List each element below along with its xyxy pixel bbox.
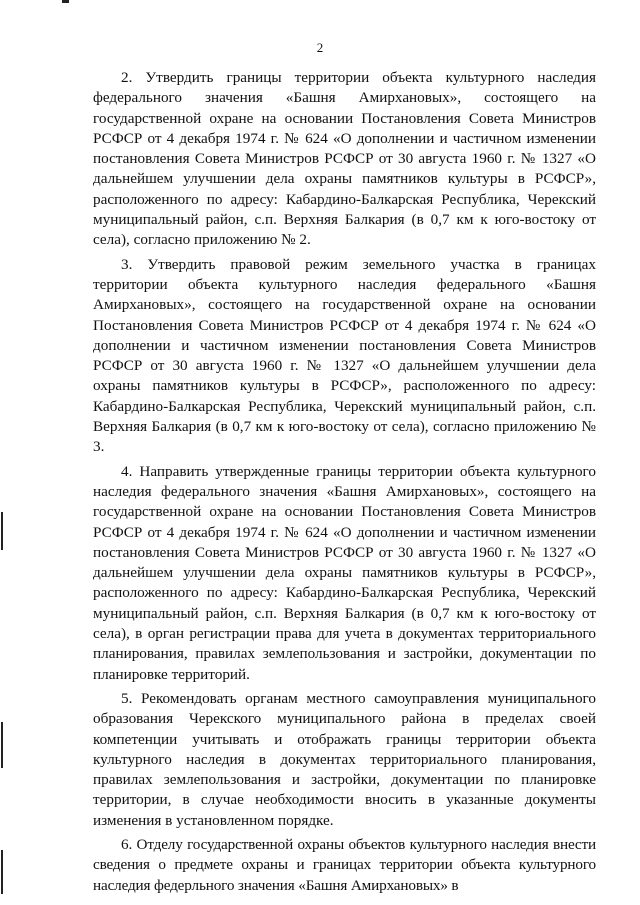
scan-artifact-left-3: [1, 850, 3, 894]
paragraph-4: 4. Направить утвержденные границы территории объекта культурного наследия федерального значения «Башня Амирхановых», состоящего на государственной охране на основании Постановления Совета Министров РСФСР от 4 декабря 1974 г. № 624 «О дополнении и частичном изменении постановления Совета Министров РСФСР от 30 августа 1960 г. № 1327 «О дальнейшем улучшении дела охраны памятников культуры в РСФСР», расположенного по адресу: Кабардино-Балкарская Республика, Черекский муниципальный район, с.п. Верхняя Балкария (в 0,7 км к юго-востоку от села), в орган регистрации права для учета в документах территориального планирования, правилах землепользования и застройки, документации по планировке территорий.: [93, 462, 596, 683]
paragraph-6: 6. Отделу государственной охраны объектов культурного наследия внести сведения о предмете охраны и границах территории объекта культурного наследия федерльного значения «Башня Амирхановых» в: [93, 835, 596, 894]
scan-artifact-left-2: [1, 722, 3, 768]
document-body: [93, 68, 596, 900]
page-number: 2: [316, 40, 324, 55]
scan-artifact-top: [62, 0, 69, 3]
paragraph-2: 2. Утвердить границы территории объекта культурного наследия федерального значения «Башня Амирхановых», состоящего на государственной охране на основании Постановления Совета Министров РСФСР от 4 декабря 1974 г. № 624 «О дополнении и частичном изменении постановления Совета Министров РСФСР от 30 августа 1960 г. № 1327 «О дальнейшем улучшении дела охраны памятников культуры в РСФСР», расположенного по адресу: Кабардино-Балкарская Республика, Черекский муниципальный район, с.п. Верхняя Балкария (в 0,7 км к юго-востоку от села), согласно приложению № 2.: [93, 69, 596, 249]
paragraph-3: 3. Утвердить правовой режим земельного участка в границах территории объекта культурного наследия федерального «Башня Амирхановых», состоящего на государственной охране на основании Постановления Совета Министров РСФСР от 4 декабря 1974 г. № 624 «О дополнении и частичном изменении постановления Совета Министров РСФСР от 30 августа 1960 г. № 1327 «О дальнейшем улучшении дела охраны памятников культуры в РСФСР», расположенного по адресу: Кабардино-Балкарская Республика, Черекский муниципальный район, с.п. Верхняя Балкария (в 0,7 км к юго-востоку от села), согласно приложению № 3.: [93, 255, 596, 456]
scan-artifact-left-1: [1, 512, 3, 550]
paragraph-5: 5. Рекомендовать органам местного самоуправления муниципального образования Черекского муниципального района в пределах своей компетенции учитывать и отображать границы территории объекта культурного наследия в документах территориального планирования, правилах землепользования и застройки, документации по планировке территории, в случае необходимости вносить в указанные документы изменения в установленном порядке.: [93, 689, 596, 829]
